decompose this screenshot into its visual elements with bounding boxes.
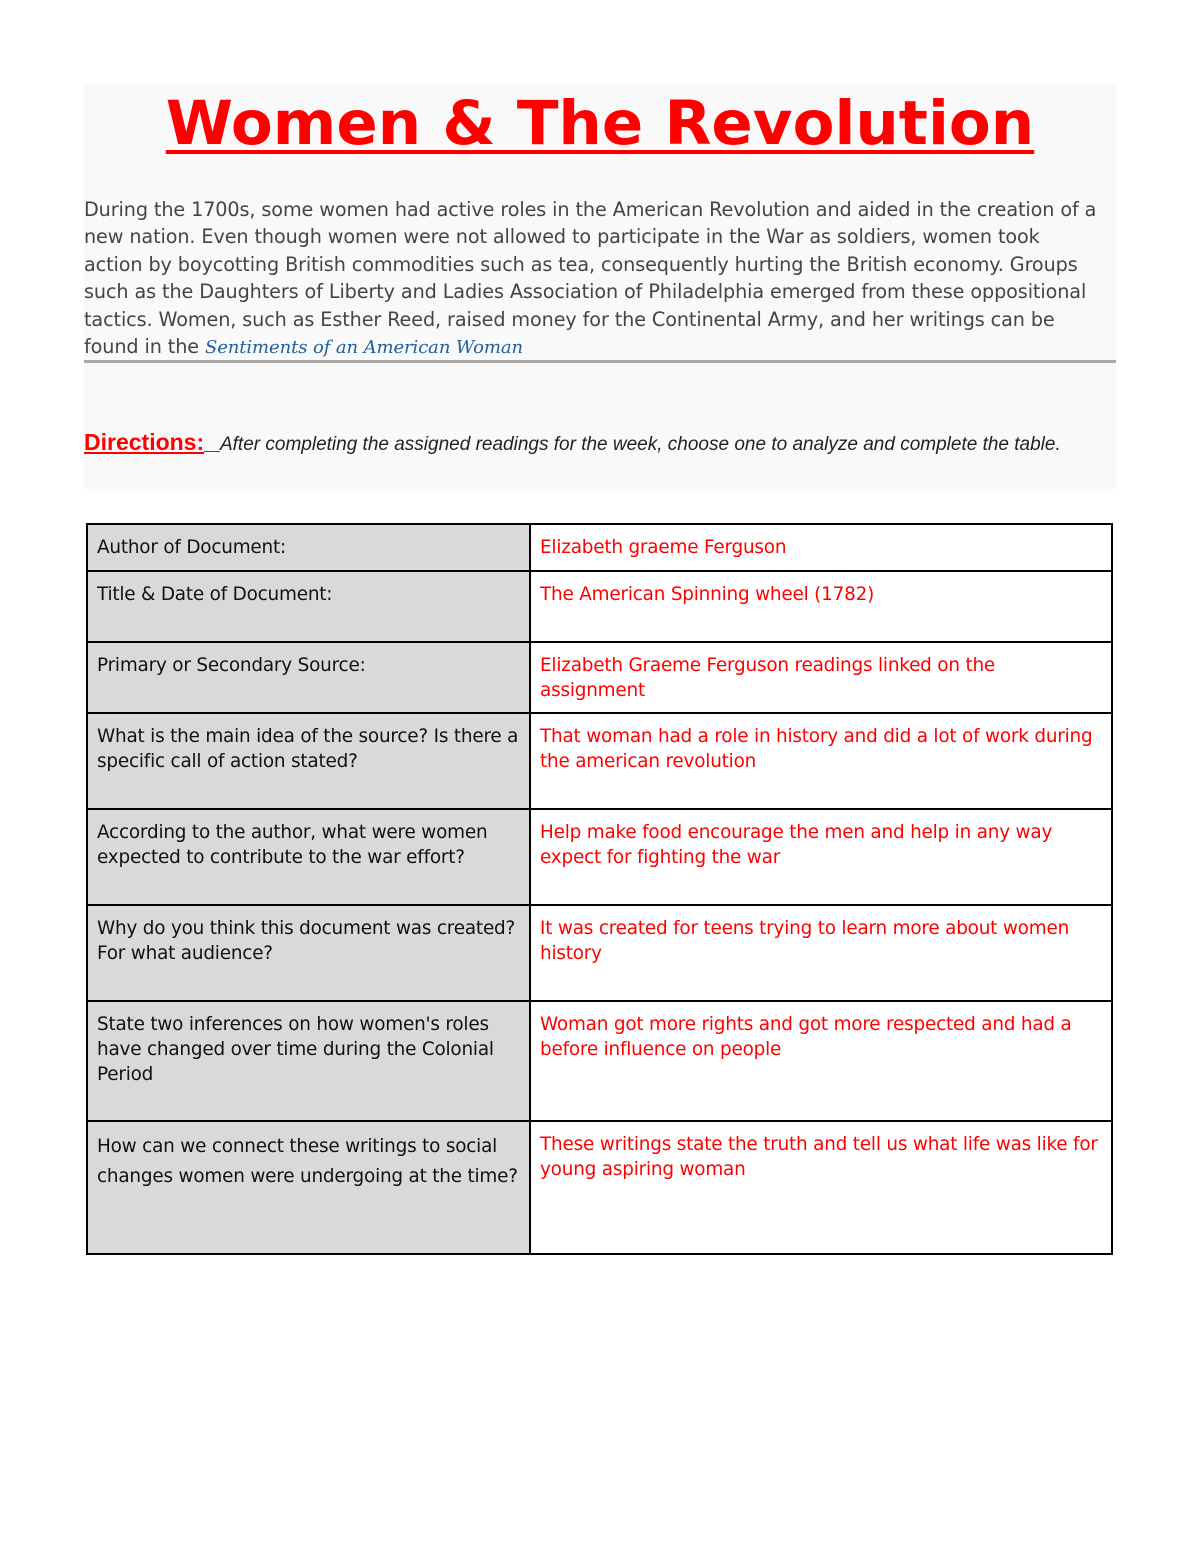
analysis-table: [86, 523, 1113, 1255]
row-label: Title & Date of Document:: [87, 571, 530, 642]
directions-underline-gap: [204, 434, 220, 455]
row-answer: These writings state the truth and tell us what life was like for young aspiring woman: [530, 1121, 1112, 1254]
row-answer: Elizabeth Graeme Ferguson readings linked on the assignment: [530, 642, 1112, 713]
table-row: [87, 809, 1112, 905]
intro-paragraph: [84, 196, 1104, 361]
row-answer: Help make food encourage the men and help in any way expect for fighting the war: [530, 809, 1112, 905]
table-row: [87, 524, 1112, 571]
table-row: [87, 571, 1112, 642]
row-label: What is the main idea of the source? Is there a specific call of action stated?: [87, 713, 530, 809]
table-row: [87, 905, 1112, 1001]
row-label: Why do you think this document was created? For what audience?: [87, 905, 530, 1001]
row-label: Author of Document:: [87, 524, 530, 571]
directions-text: After completing the assigned readings for the week, choose one to analyze and complete the table.: [219, 434, 1061, 455]
directions-label: Directions:: [84, 429, 205, 455]
directions-paragraph: [84, 425, 1114, 462]
intro-text: During the 1700s, some women had active roles in the American Revolution and aided in the creation of a new nation. Even though women were not allowed to participate in the War as soldiers, women took action by boycotting British commodities such as tea, consequently hurting the British economy. Groups such as the Daughters of Liberty and Ladies Association of Philadelphia emerged from these oppositional tactics. Women, such as Esther Reed, raised money for the Continental Army, and her writings can be found in the: [84, 198, 1097, 359]
table-row: [87, 1121, 1112, 1254]
row-label: Primary or Secondary Source:: [87, 642, 530, 713]
row-label: How can we connect these writings to social changes women were undergoing at the time?: [87, 1121, 530, 1254]
table-row: [87, 1001, 1112, 1121]
row-answer: Elizabeth graeme Ferguson: [530, 524, 1112, 571]
table-row: [87, 642, 1112, 713]
row-answer: The American Spinning wheel (1782): [530, 571, 1112, 642]
page-title: Women & The Revolution: [165, 88, 1035, 159]
row-answer: That woman had a role in history and did a lot of work during the american revolution: [530, 713, 1112, 809]
intro-citation: Sentiments of an American Woman: [204, 337, 523, 359]
row-answer: It was created for teens trying to learn more about women history: [530, 905, 1112, 1001]
table-row: [87, 713, 1112, 809]
row-answer: Woman got more rights and got more respected and had a before influence on people: [530, 1001, 1112, 1121]
row-label: According to the author, what were women expected to contribute to the war effort?: [87, 809, 530, 905]
row-label: State two inferences on how women's roles have changed over time during the Colonial Period: [87, 1001, 530, 1121]
